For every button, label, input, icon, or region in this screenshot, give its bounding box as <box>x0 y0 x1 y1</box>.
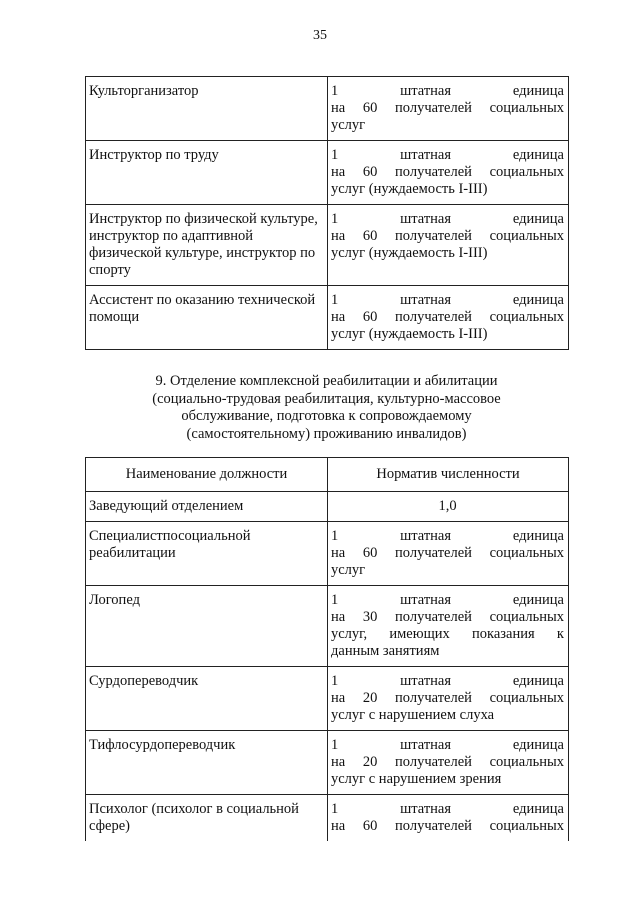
norm-word: штатная <box>400 801 452 817</box>
norm-word: 60 <box>362 545 378 561</box>
norm-cell: 1,0 <box>328 492 569 522</box>
norm-word: на <box>331 100 346 116</box>
norm-word: данным занятиям <box>331 643 440 659</box>
norm-word: 60 <box>362 818 378 834</box>
norm-word: на <box>331 754 346 770</box>
norm-line <box>331 292 564 309</box>
norm-word: получателей <box>395 309 472 325</box>
norm-cell <box>328 522 569 586</box>
column-header-norm: Норматив численности <box>328 458 569 492</box>
position-line: Тифлосурдопереводчик <box>89 737 236 753</box>
position-word: Специалист <box>89 528 163 544</box>
position-line <box>89 528 323 545</box>
position-line: Инструктор по труду <box>89 147 219 163</box>
norm-word: услуг с нарушением зрения <box>331 771 502 787</box>
norm-word: 1 <box>331 292 339 308</box>
norm-word: штатная <box>400 147 452 163</box>
position-cell <box>86 141 328 205</box>
position-cell <box>86 286 328 350</box>
norm-word: 60 <box>362 309 378 325</box>
norm-word: 1 <box>331 147 339 163</box>
norm-word: на <box>331 309 346 325</box>
table-row <box>86 522 569 586</box>
staffing-table-continued <box>85 76 569 350</box>
position-line: инструктор по адаптивной <box>89 228 254 244</box>
position-line: спорту <box>89 262 131 278</box>
norm-word: получателей <box>395 164 472 180</box>
norm-line <box>331 83 564 100</box>
norm-word: получателей <box>395 545 472 561</box>
position-line: Сурдопереводчик <box>89 673 199 689</box>
norm-word: социальных <box>489 754 564 770</box>
norm-word: штатная <box>400 528 452 544</box>
norm-cell <box>328 667 569 731</box>
norm-word: 20 <box>362 754 378 770</box>
norm-word: получателей <box>395 754 472 770</box>
norm-word: единица <box>512 528 564 544</box>
table-row <box>86 586 569 667</box>
section-title-line: обслуживание, подготовка к сопровождаемому <box>181 408 472 424</box>
position-line: Логопед <box>89 592 140 608</box>
norm-line <box>331 562 564 579</box>
position-cell <box>86 667 328 731</box>
norm-word: единица <box>512 211 564 227</box>
position-line: помощи <box>89 309 140 325</box>
norm-line <box>331 147 564 164</box>
position-cell <box>86 586 328 667</box>
norm-word: социальных <box>489 690 564 706</box>
norm-word: единица <box>512 737 564 753</box>
norm-word: получателей <box>395 609 472 625</box>
norm-word: штатная <box>400 292 452 308</box>
table-row <box>86 492 569 522</box>
norm-word: на <box>331 164 346 180</box>
norm-word: единица <box>512 592 564 608</box>
position-line: Инструктор по физической культуре, <box>89 211 318 227</box>
table-row <box>86 731 569 795</box>
norm-word: социальных <box>489 309 564 325</box>
norm-line <box>331 211 564 228</box>
position-line: Психолог (психолог в социальной <box>89 801 299 817</box>
norm-word: на <box>331 545 346 561</box>
norm-cell <box>328 586 569 667</box>
norm-word: на <box>331 228 346 244</box>
norm-word: получателей <box>395 228 472 244</box>
norm-line <box>331 818 564 835</box>
position-word: социальной <box>178 528 251 544</box>
norm-line <box>331 643 564 660</box>
norm-word: 60 <box>362 164 378 180</box>
norm-word: 1 <box>331 673 339 689</box>
norm-word: штатная <box>400 737 452 753</box>
norm-line <box>331 737 564 754</box>
position-cell <box>86 795 328 842</box>
norm-cell <box>328 795 569 842</box>
position-cell: Заведующий отделением <box>86 492 328 522</box>
norm-line <box>331 754 564 771</box>
norm-word: штатная <box>400 211 452 227</box>
norm-word: к <box>556 626 564 642</box>
norm-line <box>331 528 564 545</box>
column-header-position: Наименование должности <box>86 458 328 492</box>
norm-line <box>331 164 564 181</box>
norm-word: 20 <box>362 690 378 706</box>
position-line: сфере) <box>89 818 130 834</box>
norm-word: 1 <box>331 528 339 544</box>
norm-line <box>331 228 564 245</box>
table-row <box>86 77 569 141</box>
norm-line <box>331 545 564 562</box>
position-cell <box>86 731 328 795</box>
norm-line <box>331 100 564 117</box>
position-cell <box>86 77 328 141</box>
table-header-row <box>86 458 569 492</box>
norm-line <box>331 707 564 724</box>
position-line: реабилитации <box>89 545 176 561</box>
norm-word: имеющих <box>389 626 450 642</box>
norm-word: штатная <box>400 83 452 99</box>
position-cell <box>86 522 328 586</box>
norm-word: 1 <box>331 83 339 99</box>
norm-word: 60 <box>362 100 378 116</box>
norm-word: социальных <box>489 609 564 625</box>
norm-word: единица <box>512 147 564 163</box>
norm-word: социальных <box>489 818 564 834</box>
norm-word: получателей <box>395 690 472 706</box>
norm-word: получателей <box>395 818 472 834</box>
section-title-line: (социально-трудовая реабилитация, культурно-массовое <box>152 390 501 407</box>
norm-word: 60 <box>362 228 378 244</box>
position-line: Культорганизатор <box>89 83 199 99</box>
section-title <box>85 373 568 443</box>
norm-line <box>331 626 564 643</box>
norm-line <box>331 609 564 626</box>
norm-line <box>331 801 564 818</box>
staffing-table-body <box>86 77 569 350</box>
norm-word: услуг (нуждаемость I-III) <box>331 245 488 261</box>
norm-word: социальных <box>489 100 564 116</box>
norm-word: получателей <box>395 100 472 116</box>
position-line: физической культуре, инструктор по <box>89 245 316 261</box>
norm-line <box>331 592 564 609</box>
norm-word: единица <box>512 292 564 308</box>
norm-word: социальных <box>489 545 564 561</box>
norm-word: услуг <box>331 117 366 133</box>
norm-word: услуг <box>331 562 366 578</box>
norm-word: показания <box>472 626 535 642</box>
norm-word: штатная <box>400 592 452 608</box>
department-table-body <box>86 492 569 842</box>
norm-word: единица <box>512 673 564 689</box>
page-number: 35 <box>313 28 327 43</box>
department-staffing-table <box>85 457 569 841</box>
norm-line <box>331 309 564 326</box>
section-title-line: 9. Отделение комплексной реабилитации и абилитации <box>155 373 498 389</box>
table-row <box>86 286 569 350</box>
norm-word: на <box>331 609 346 625</box>
norm-word: на <box>331 818 346 834</box>
norm-cell <box>328 286 569 350</box>
norm-word: единица <box>512 801 564 817</box>
norm-word: штатная <box>400 673 452 689</box>
position-line: Ассистент по оказанию технической <box>89 292 316 308</box>
norm-word: услуг (нуждаемость I-III) <box>331 326 488 342</box>
norm-word: 1 <box>331 737 339 753</box>
norm-word: 1 <box>331 801 339 817</box>
norm-line <box>331 181 564 198</box>
norm-cell <box>328 205 569 286</box>
norm-cell <box>328 731 569 795</box>
norm-cell <box>328 77 569 141</box>
norm-word: 1 <box>331 592 339 608</box>
norm-word: социальных <box>489 164 564 180</box>
position-word: по <box>162 528 179 544</box>
norm-line <box>331 690 564 707</box>
norm-line <box>331 117 564 134</box>
norm-word: социальных <box>489 228 564 244</box>
norm-cell <box>328 141 569 205</box>
norm-line <box>331 673 564 690</box>
norm-line <box>331 326 564 343</box>
table-row <box>86 205 569 286</box>
table-row <box>86 667 569 731</box>
norm-line <box>331 771 564 788</box>
norm-word: услуг с нарушением слуха <box>331 707 495 723</box>
norm-word: услуг (нуждаемость I-III) <box>331 181 488 197</box>
section-title-line: (самостоятельному) проживанию инвалидов) <box>186 425 467 442</box>
norm-word: единица <box>512 83 564 99</box>
table-row <box>86 795 569 842</box>
norm-word: на <box>331 690 346 706</box>
table-row <box>86 141 569 205</box>
norm-line <box>331 245 564 262</box>
norm-word: 30 <box>362 609 378 625</box>
norm-word: 1 <box>331 211 339 227</box>
norm-word: услуг, <box>331 626 368 642</box>
position-cell <box>86 205 328 286</box>
